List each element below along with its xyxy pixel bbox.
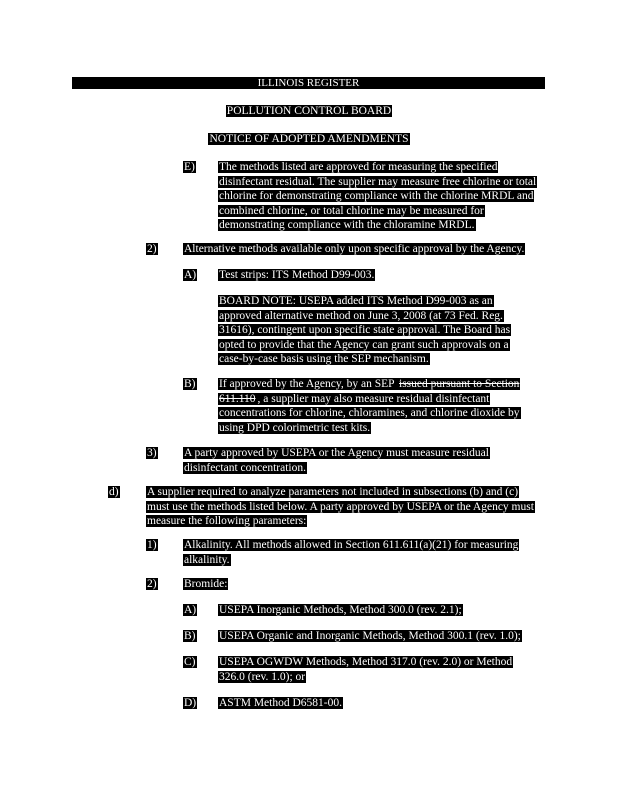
item-d2-paragraph — [183, 577, 483, 592]
item-d2a-text: USEPA Inorganic Methods, Method 300.0 (rev. 2.1); — [219, 604, 462, 616]
board-note-text: BOARD NOTE: USEPA added ITS Method D99-003 as an approved alternative method on June 3, 2008 (at 73 Fed. Reg. 31616), contingent upon specific state approval. The Board has opted to provide that the Agency can grant such approvals on a case-by-case basis using the SEP mechanism. — [219, 295, 511, 366]
item-2b-text-before: If approved by the Agency, by an SEP — [219, 378, 397, 390]
item-d-label-wrap — [108, 485, 120, 500]
item-d2a-paragraph — [218, 603, 540, 618]
item-3-label-wrap — [146, 446, 158, 461]
item-2a-label-wrap — [183, 268, 197, 283]
item-d2c-label-wrap — [183, 655, 197, 670]
item-2a-label: A) — [184, 269, 197, 281]
item-d2-label: 2) — [147, 578, 157, 590]
item-e-paragraph — [218, 160, 540, 233]
register-banner — [72, 77, 545, 89]
item-d2-text: Bromide: — [184, 578, 228, 590]
item-d2d-label-wrap — [183, 696, 197, 711]
register-title: ILLINOIS REGISTER — [257, 77, 360, 89]
item-2b-struck-text: issued pursuant to Section 611.110 — [219, 378, 520, 405]
notice-title-line — [0, 132, 618, 147]
item-2-text: Alternative methods available only upon specific approval by the Agency. — [184, 243, 525, 255]
board-note-paragraph — [218, 294, 534, 367]
item-e-text: The methods listed are approved for measuring the specified disinfectant residual. The supplier may measure free chlorine or total chlorine for demonstrating compliance with the chlorine MRDL and combined chlorine, or total chlorine may be measured for demonstrating compliance with the chloramine MRDL. — [219, 161, 537, 232]
item-3-paragraph — [183, 446, 505, 475]
item-d1-paragraph — [183, 538, 535, 567]
item-d2d-label: D) — [184, 697, 197, 709]
item-d2d-paragraph — [218, 696, 540, 711]
item-d2a-label-wrap — [183, 603, 197, 618]
item-d2c-label: C) — [184, 656, 196, 668]
item-d2d-text: ASTM Method D6581-00. — [219, 697, 342, 709]
item-2-paragraph — [183, 242, 543, 257]
item-d-label: d) — [109, 486, 119, 498]
notice-title: NOTICE OF ADOPTED AMENDMENTS — [209, 133, 409, 145]
item-d1-text: Alkalinity. All methods allowed in Section 611.611(a)(21) for measuring alkalinity. — [184, 539, 519, 566]
board-title-line — [0, 104, 618, 119]
item-e-label: E) — [184, 161, 195, 173]
item-d2c-text: USEPA OGWDW Methods, Method 317.0 (rev. 2.0) or Method 326.0 (rev. 1.0); or — [219, 656, 513, 683]
item-2-label-wrap — [146, 242, 158, 257]
item-d2a-label: A) — [184, 604, 197, 616]
item-d2b-label-wrap — [183, 629, 197, 644]
item-d2c-paragraph — [218, 655, 536, 684]
item-d2-label-wrap — [146, 577, 158, 592]
item-2b-text-after: , a supplier may also measure residual disinfectant concentrations for chlorine, chloramines, and chlorine dioxide by using DPD colorimetric test kits. — [219, 392, 520, 434]
item-2a-paragraph — [218, 268, 540, 283]
item-3-text: A party approved by USEPA or the Agency must measure residual disinfectant concentration. — [184, 447, 489, 474]
item-d1-label: 1) — [147, 539, 157, 551]
item-d-paragraph — [146, 485, 534, 529]
item-d2b-paragraph — [218, 629, 548, 644]
item-2b-label: B) — [184, 378, 196, 390]
item-d2b-text: USEPA Organic and Inorganic Methods, Method 300.1 (rev. 1.0); — [219, 630, 521, 642]
board-title: POLLUTION CONTROL BOARD — [226, 105, 392, 117]
item-3-label: 3) — [147, 447, 157, 459]
item-2-label: 2) — [147, 243, 157, 255]
item-2b-paragraph — [218, 377, 538, 435]
item-d1-label-wrap — [146, 538, 158, 553]
item-d2b-label: B) — [184, 630, 196, 642]
item-2a-text: Test strips: ITS Method D99-003. — [219, 269, 375, 281]
item-2b-label-wrap — [183, 377, 197, 392]
item-e-label-wrap — [183, 160, 196, 175]
item-d-text: A supplier required to analyze parameters not included in subsections (b) and (c) must use the methods listed below. A party approved by USEPA or the Agency must measure the following parameters: — [147, 486, 534, 528]
